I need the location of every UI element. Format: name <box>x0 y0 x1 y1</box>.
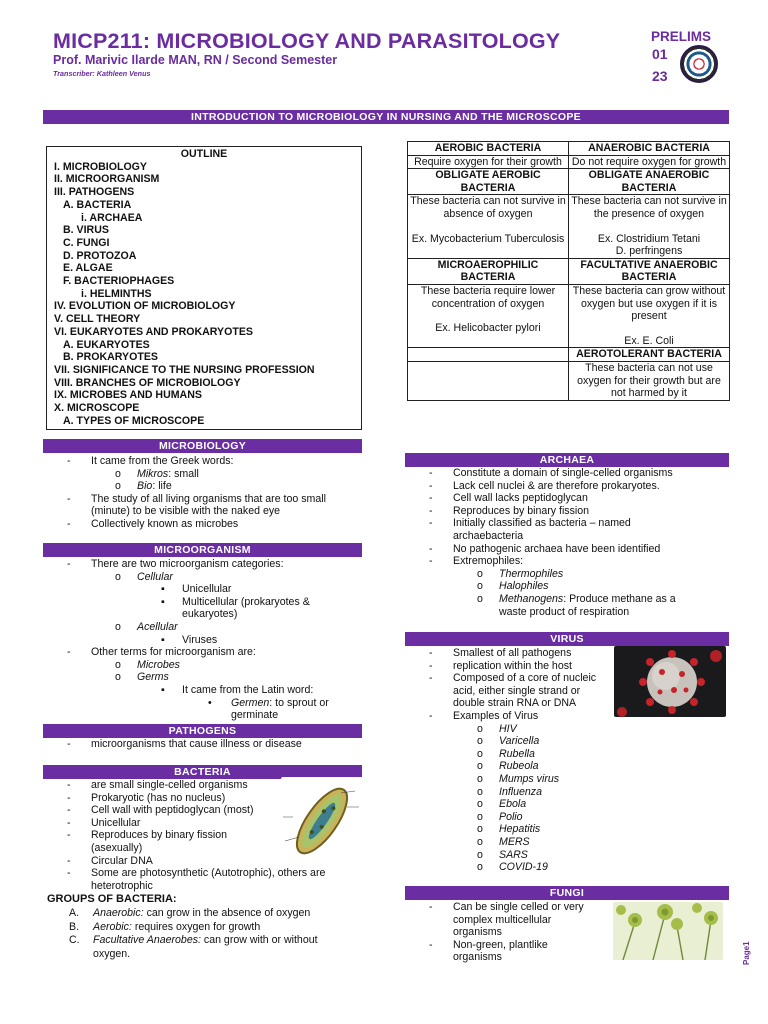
list-item-cont: acid, either single strand or <box>453 684 581 697</box>
cell-text: These bacteria can not survive in absence of oxygen <box>410 195 566 220</box>
list-item: - There are two microorganism categories: <box>43 558 373 571</box>
list-item: - Composed of a core of nucleic <box>405 672 645 685</box>
table-cell: ANAEROBIC BACTERIA <box>569 142 730 156</box>
outline-item: V. CELL THEORY <box>54 313 141 326</box>
list-item: - Some are photosynthetic (Autotrophic), others are <box>43 867 373 880</box>
outline-item: A. EUKARYOTES <box>63 338 150 351</box>
prelims-label: PRELIMS <box>651 29 712 44</box>
list-item: ▪ Viruses <box>43 634 373 647</box>
list-item: - No pathogenic archaea have been identified <box>405 543 735 556</box>
table-cell <box>408 361 569 400</box>
table-cell: Do not require oxygen for growth <box>569 155 730 169</box>
list-item: ▪ Unicellular <box>43 583 373 596</box>
list-item: o Germs <box>43 671 373 684</box>
outline-item: VIII. BRANCHES OF MICROBIOLOGY <box>54 376 241 389</box>
list-item-cont: archaebacteria <box>453 529 524 542</box>
list-item: o Polio <box>405 811 645 824</box>
outline-item: X. MICROSCOPE <box>54 402 140 415</box>
archaea-banner: ARCHAEA <box>405 453 729 467</box>
microorganism-banner: MICROORGANISM <box>43 543 362 557</box>
fungi-image <box>613 902 723 960</box>
list-item: - Cell wall with peptidoglycan (most) <box>43 804 373 817</box>
bacteria-illustration <box>281 777 363 861</box>
outline-item: A. BACTERIA <box>63 198 132 211</box>
outline-item: A. TYPES OF MICROSCOPE <box>63 414 205 427</box>
main-topic-banner: INTRODUCTION TO MICROBIOLOGY IN NURSING AND THE MICROSCOPE <box>43 110 729 124</box>
virus-banner: VIRUS <box>405 632 729 646</box>
professor-line: Prof. Marivic Ilarde MAN, RN / Second Semester <box>53 53 338 67</box>
bacteria-groups-list <box>47 907 377 961</box>
list-item: o Hepatitis <box>405 823 645 836</box>
list-item-cont: organisms <box>453 926 502 939</box>
page-number: Page1 <box>742 941 751 965</box>
list-item-cont: (minute) to be visible with the naked eye <box>91 505 281 518</box>
group-item: C. Facultative Anaerobes: can grow with or without <box>69 934 318 946</box>
list-item-cont: complex multicellular <box>453 913 552 926</box>
outline-item: IX. MICROBES AND HUMANS <box>54 389 202 402</box>
transcriber-line: Transcriber: Kathleen Venus <box>53 69 151 78</box>
list-item: - Unicellular <box>43 817 373 830</box>
list-item-cont: double strain RNA or DNA <box>453 697 577 710</box>
bacteria-oxygen-table <box>407 141 730 401</box>
list-item: - The study of all living organisms that are too small <box>43 493 373 506</box>
list-item: - Reproduces by binary fission <box>43 829 373 842</box>
list-item: - Smallest of all pathogens <box>405 647 645 660</box>
list-item: - Cell wall lacks peptidoglycan <box>405 492 735 505</box>
list-item-cont: waste product of respiration <box>499 605 630 618</box>
list-item: o Varicella <box>405 735 645 748</box>
cell-text: Ex. Clostridium Tetani <box>597 232 701 245</box>
list-item: o Thermophiles <box>405 568 735 581</box>
outline-item: VI. EUKARYOTES AND PROKARYOTES <box>54 325 253 338</box>
list-item: - Constitute a domain of single-celled organisms <box>405 467 735 480</box>
list-item: - It came from the Greek words: <box>43 455 373 468</box>
cell-text: D. perfringens <box>615 245 683 258</box>
list-item: - Initially classified as bacteria – named <box>405 517 735 530</box>
list-item: o Ebola <box>405 798 645 811</box>
list-item: - Lack cell nuclei & are therefore prokaryotes. <box>405 480 735 493</box>
list-item: - Non-green, plantlike <box>405 939 615 952</box>
fungi-banner: FUNGI <box>405 886 729 900</box>
outline-box <box>46 146 362 430</box>
list-item: o Influenza <box>405 786 645 799</box>
table-cell: OBLIGATE AEROBIC BACTERIA <box>408 169 569 195</box>
coronavirus-image <box>614 646 726 717</box>
list-item-cont: heterotrophic <box>91 879 153 892</box>
course-logo <box>680 45 718 83</box>
list-item: - microorganisms that cause illness or disease <box>43 738 373 751</box>
outline-item: B. VIRUS <box>63 224 109 237</box>
document-title: MICP211: MICROBIOLOGY AND PARASITOLOGY <box>53 29 561 53</box>
group-item-cont: oxygen. <box>93 947 131 960</box>
list-item: - Examples of Virus <box>405 710 645 723</box>
table-cell: OBLIGATE ANAEROBIC BACTERIA <box>569 169 730 195</box>
table-cell: Require oxygen for their growth <box>408 155 569 169</box>
table-cell <box>569 284 730 347</box>
fungi-list <box>405 901 615 964</box>
cell-text: These bacteria can not survive in the presence of oxygen <box>571 195 727 220</box>
table-cell: MICROAEROPHILIC BACTERIA <box>408 258 569 284</box>
header-number-top: 01 <box>652 46 668 62</box>
outline-item: VII. SIGNIFICANCE TO THE NURSING PROFESSION <box>54 363 315 376</box>
outline-item: C. FUNGI <box>63 236 110 249</box>
outline-heading: OUTLINE <box>180 148 228 160</box>
list-item: - Extremophiles: <box>405 555 735 568</box>
list-item: - Collectively known as microbes <box>43 518 373 531</box>
bacteria-banner: BACTERIA <box>43 765 362 779</box>
list-item: o Acellular <box>43 621 373 634</box>
outline-item: III. PATHOGENS <box>54 186 135 199</box>
list-item: o Microbes <box>43 659 373 672</box>
header-number-bottom: 23 <box>652 68 668 84</box>
table-cell <box>569 195 730 258</box>
cell-text: These bacteria require lower concentration of oxygen <box>420 284 556 310</box>
list-item-cont: (asexually) <box>91 841 143 854</box>
outline-item: I. MICROBIOLOGY <box>54 160 147 173</box>
outline-item: i. ARCHAEA <box>81 211 143 224</box>
table-cell <box>408 348 569 362</box>
cell-text: Ex. E. Coli <box>624 334 674 347</box>
cell-text: Ex. Mycobacterium Tuberculosis <box>411 232 565 245</box>
archaea-list <box>405 467 735 618</box>
list-item: o Bio: life <box>43 480 373 493</box>
outline-item: D. PROTOZOA <box>63 249 137 262</box>
list-item: o SARS <box>405 849 645 862</box>
list-item: ▪ It came from the Latin word: <box>43 684 373 697</box>
outline-item: E. ALGAE <box>63 262 113 275</box>
list-item: o Halophiles <box>405 580 735 593</box>
list-item-cont: eukaryotes) <box>182 608 238 621</box>
list-item: - Other terms for microorganism are: <box>43 646 373 659</box>
table-cell <box>408 284 569 347</box>
table-cell: AEROTOLERANT BACTERIA <box>569 348 730 362</box>
microbiology-list <box>43 455 373 531</box>
outline-item: F. BACTERIOPHAGES <box>63 275 175 288</box>
outline-item: IV. EVOLUTION OF MICROBIOLOGY <box>54 300 236 313</box>
outline-item: i. HELMINTHS <box>81 287 152 300</box>
microbiology-banner: MICROBIOLOGY <box>43 439 362 453</box>
virus-list <box>405 647 645 874</box>
list-item: ▪ Multicellular (prokaryotes & <box>43 596 373 609</box>
groups-heading: GROUPS OF BACTERIA: <box>47 893 177 905</box>
list-item: - replication within the host <box>405 660 645 673</box>
list-item-cont: germinate <box>231 709 279 722</box>
list-item: • Germen: to sprout or <box>43 697 373 710</box>
table-cell <box>408 195 569 258</box>
list-item: - Reproduces by binary fission <box>405 505 735 518</box>
table-cell: FACULTATIVE ANAEROBIC BACTERIA <box>569 258 730 284</box>
list-item: o HIV <box>405 723 645 736</box>
list-item: o Cellular <box>43 571 373 584</box>
list-item: o Mumps virus <box>405 773 645 786</box>
list-item: o MERS <box>405 836 645 849</box>
cell-text: These bacteria can grow without oxygen but use oxygen if it is present <box>572 284 726 323</box>
list-item: o Rubeola <box>405 760 645 773</box>
list-item: o Rubella <box>405 748 645 761</box>
list-item: o COVID-19 <box>405 861 645 874</box>
list-item-cont: organisms <box>453 951 502 964</box>
list-item: o Methanogens: Produce methane as a <box>405 593 735 606</box>
table-cell: AEROBIC BACTERIA <box>408 142 569 156</box>
group-item: A. Anaerobic: can grow in the absence of oxygen <box>69 907 311 919</box>
microorganism-list <box>43 558 373 722</box>
list-item: o Mikros: small <box>43 468 373 481</box>
pathogens-banner: PATHOGENS <box>43 724 362 738</box>
list-item: - Circular DNA <box>43 855 373 868</box>
outline-item: II. MICROORGANISM <box>54 173 160 186</box>
list-item: - are small single-celled organisms <box>43 779 373 792</box>
list-item: - Can be single celled or very <box>405 901 615 914</box>
table-cell: These bacteria can not use oxygen for their growth but are not harmed by it <box>569 361 730 400</box>
cell-text: Ex. Helicobacter pylori <box>435 322 541 335</box>
outline-item: B. PROKARYOTES <box>63 351 158 364</box>
list-item: - Prokaryotic (has no nucleus) <box>43 792 373 805</box>
group-item: B. Aerobic: requires oxygen for growth <box>69 920 261 933</box>
pathogens-list <box>43 738 373 751</box>
